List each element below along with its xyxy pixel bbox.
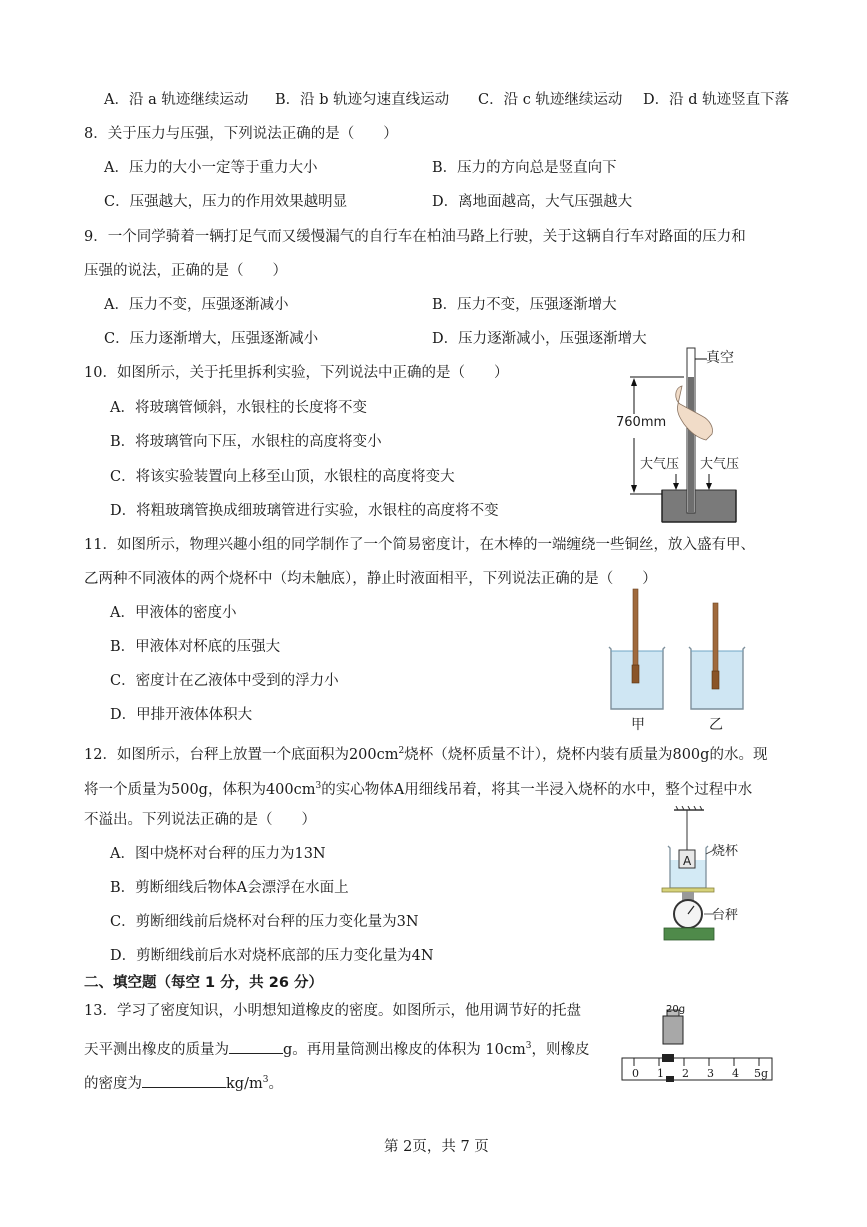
hydrometer-figure xyxy=(605,585,750,715)
q13-line3: 的密度为 $kg/m^3$。 xyxy=(84,1070,283,1094)
q8-option-b: B．压力的方向总是竖直向下 xyxy=(432,160,617,176)
scale-beaker-figure xyxy=(624,806,719,946)
q11-option-b: B．甲液体对杯底的压强大 xyxy=(110,639,281,655)
q9-stem-line2: 压强的说法，正确的是（ ） xyxy=(84,263,287,279)
q8-option-a: A．压力的大小一定等于重力大小 xyxy=(104,160,318,176)
ruler-tick-2: 2 xyxy=(682,1067,689,1080)
scale-label: 台秤 xyxy=(712,908,739,923)
mass-answer-blank[interactable] xyxy=(229,1038,283,1054)
q10-stem: 10．如图所示，关于托里拆利实验，下列说法中正确的是（ ） xyxy=(84,365,509,381)
torricelli-height-label: 760mm xyxy=(616,415,667,430)
q11-option-a: A．甲液体的密度小 xyxy=(110,605,237,621)
q9-option-d: D．压力逐渐减小，压强逐渐增大 xyxy=(432,331,647,347)
q9-option-a: A．压力不变，压强逐渐减小 xyxy=(104,297,289,313)
q7-option-a: A．沿 a 轨迹继续运动 xyxy=(104,92,249,108)
q9-option-b: B．压力不变，压强逐渐增大 xyxy=(432,297,617,313)
q11-option-d: D．甲排开液体体积大 xyxy=(110,707,253,723)
q11-stem-line1: 11．如图所示，物理兴趣小组的同学制作了一个简易密度计，在木棒的一端缠绕一些铜丝，放入盛有甲、 xyxy=(84,537,755,553)
q11-option-c: C．密度计在乙液体中受到的浮力小 xyxy=(110,673,339,689)
q12-stem-line1: 12．如图所示，台秤上放置一个底面积为$200cm^2$烧杯（烧杯质量不计），烧杯内装有质量为800g的水。现 xyxy=(84,746,768,763)
ruler-tick-5: 5g xyxy=(754,1067,769,1080)
q8-option-d: D．离地面越高，大气压强越大 xyxy=(432,194,633,210)
q9-stem-line1: 9．一个同学骑着一辆打足气而又缓慢漏气的自行车在柏油马路上行驶，关于这辆自行车对路面的压力和 xyxy=(84,229,746,245)
torricelli-atm-right-label: 大气压 xyxy=(700,457,740,472)
q7-option-d: D．沿 d 轨迹竖直下落 xyxy=(643,92,790,108)
q11-stem-line2: 乙两种不同液体的两个烧杯中（均未触底），静止时液面相平，下列说法正确的是（ ） xyxy=(84,571,657,587)
q10-option-c: C．将该实验装置向上移至山顶，水银柱的高度将变大 xyxy=(110,469,455,485)
q7-option-b: B．沿 b 轨迹匀速直线运动 xyxy=(275,92,450,108)
beaker-right-label: 乙 xyxy=(709,717,723,733)
q12-stem-line2: 将一个质量为500g，体积为$400cm^3$的实心物体A用细线吊着，将其一半浸入烧杯的水中，整个过程中水 xyxy=(84,781,753,798)
balance-figure xyxy=(616,1000,776,1085)
q12-option-d: D．剪断细线前后水对烧杯底部的压力变化量为4N xyxy=(110,948,434,964)
q12-option-a: A．图中烧杯对台秤的压力为13N xyxy=(110,846,326,862)
beaker-label: 烧杯 xyxy=(712,844,739,859)
object-a-label: A xyxy=(683,854,692,868)
page-footer: 第 2页，共 7 页 xyxy=(384,1139,489,1155)
q9-option-c: C．压力逐渐增大，压强逐渐减小 xyxy=(104,331,319,347)
q8-stem: 8．关于压力与压强，下列说法正确的是（ ） xyxy=(84,126,398,142)
density-answer-blank[interactable] xyxy=(142,1072,226,1088)
ruler-tick-1: 1 xyxy=(657,1067,664,1080)
q8-option-c: C．压强越大，压力的作用效果越明显 xyxy=(104,194,348,210)
weight-label: 20g xyxy=(666,1004,686,1015)
q12-stem-line3: 不溢出。下列说法正确的是（ ） xyxy=(84,812,316,828)
q13-line2: 天平测出橡皮的质量为 g。再用量筒测出橡皮的体积为 $10cm^3$，则橡皮 xyxy=(84,1036,589,1060)
ruler-tick-3: 3 xyxy=(707,1067,714,1080)
torricelli-atm-left-label: 大气压 xyxy=(640,457,680,472)
ruler-tick-4: 4 xyxy=(732,1067,739,1080)
q12-option-c: C．剪断细线前后烧杯对台秤的压力变化量为3N xyxy=(110,914,419,930)
q10-option-d: D．将粗玻璃管换成细玻璃管进行实验，水银柱的高度将不变 xyxy=(110,503,499,519)
section-heading: 二、填空题（每空 1 分，共 26 分） xyxy=(84,975,323,991)
q7-option-c: C．沿 c 轨迹继续运动 xyxy=(478,92,623,108)
q12-option-b: B．剪断细线后物体A会漂浮在水面上 xyxy=(110,880,349,896)
q13-line1: 13．学习了密度知识，小明想知道橡皮的密度。如图所示，他用调节好的托盘 xyxy=(84,1003,581,1019)
torricelli-vacuum-label: 真空 xyxy=(706,350,734,366)
beaker-left-label: 甲 xyxy=(631,717,645,733)
q10-option-a: A．将玻璃管倾斜，水银柱的长度将不变 xyxy=(110,400,367,416)
torricelli-figure xyxy=(610,342,745,527)
q10-option-b: B．将玻璃管向下压，水银柱的高度将变小 xyxy=(110,434,382,450)
ruler-tick-0: 0 xyxy=(632,1067,639,1080)
